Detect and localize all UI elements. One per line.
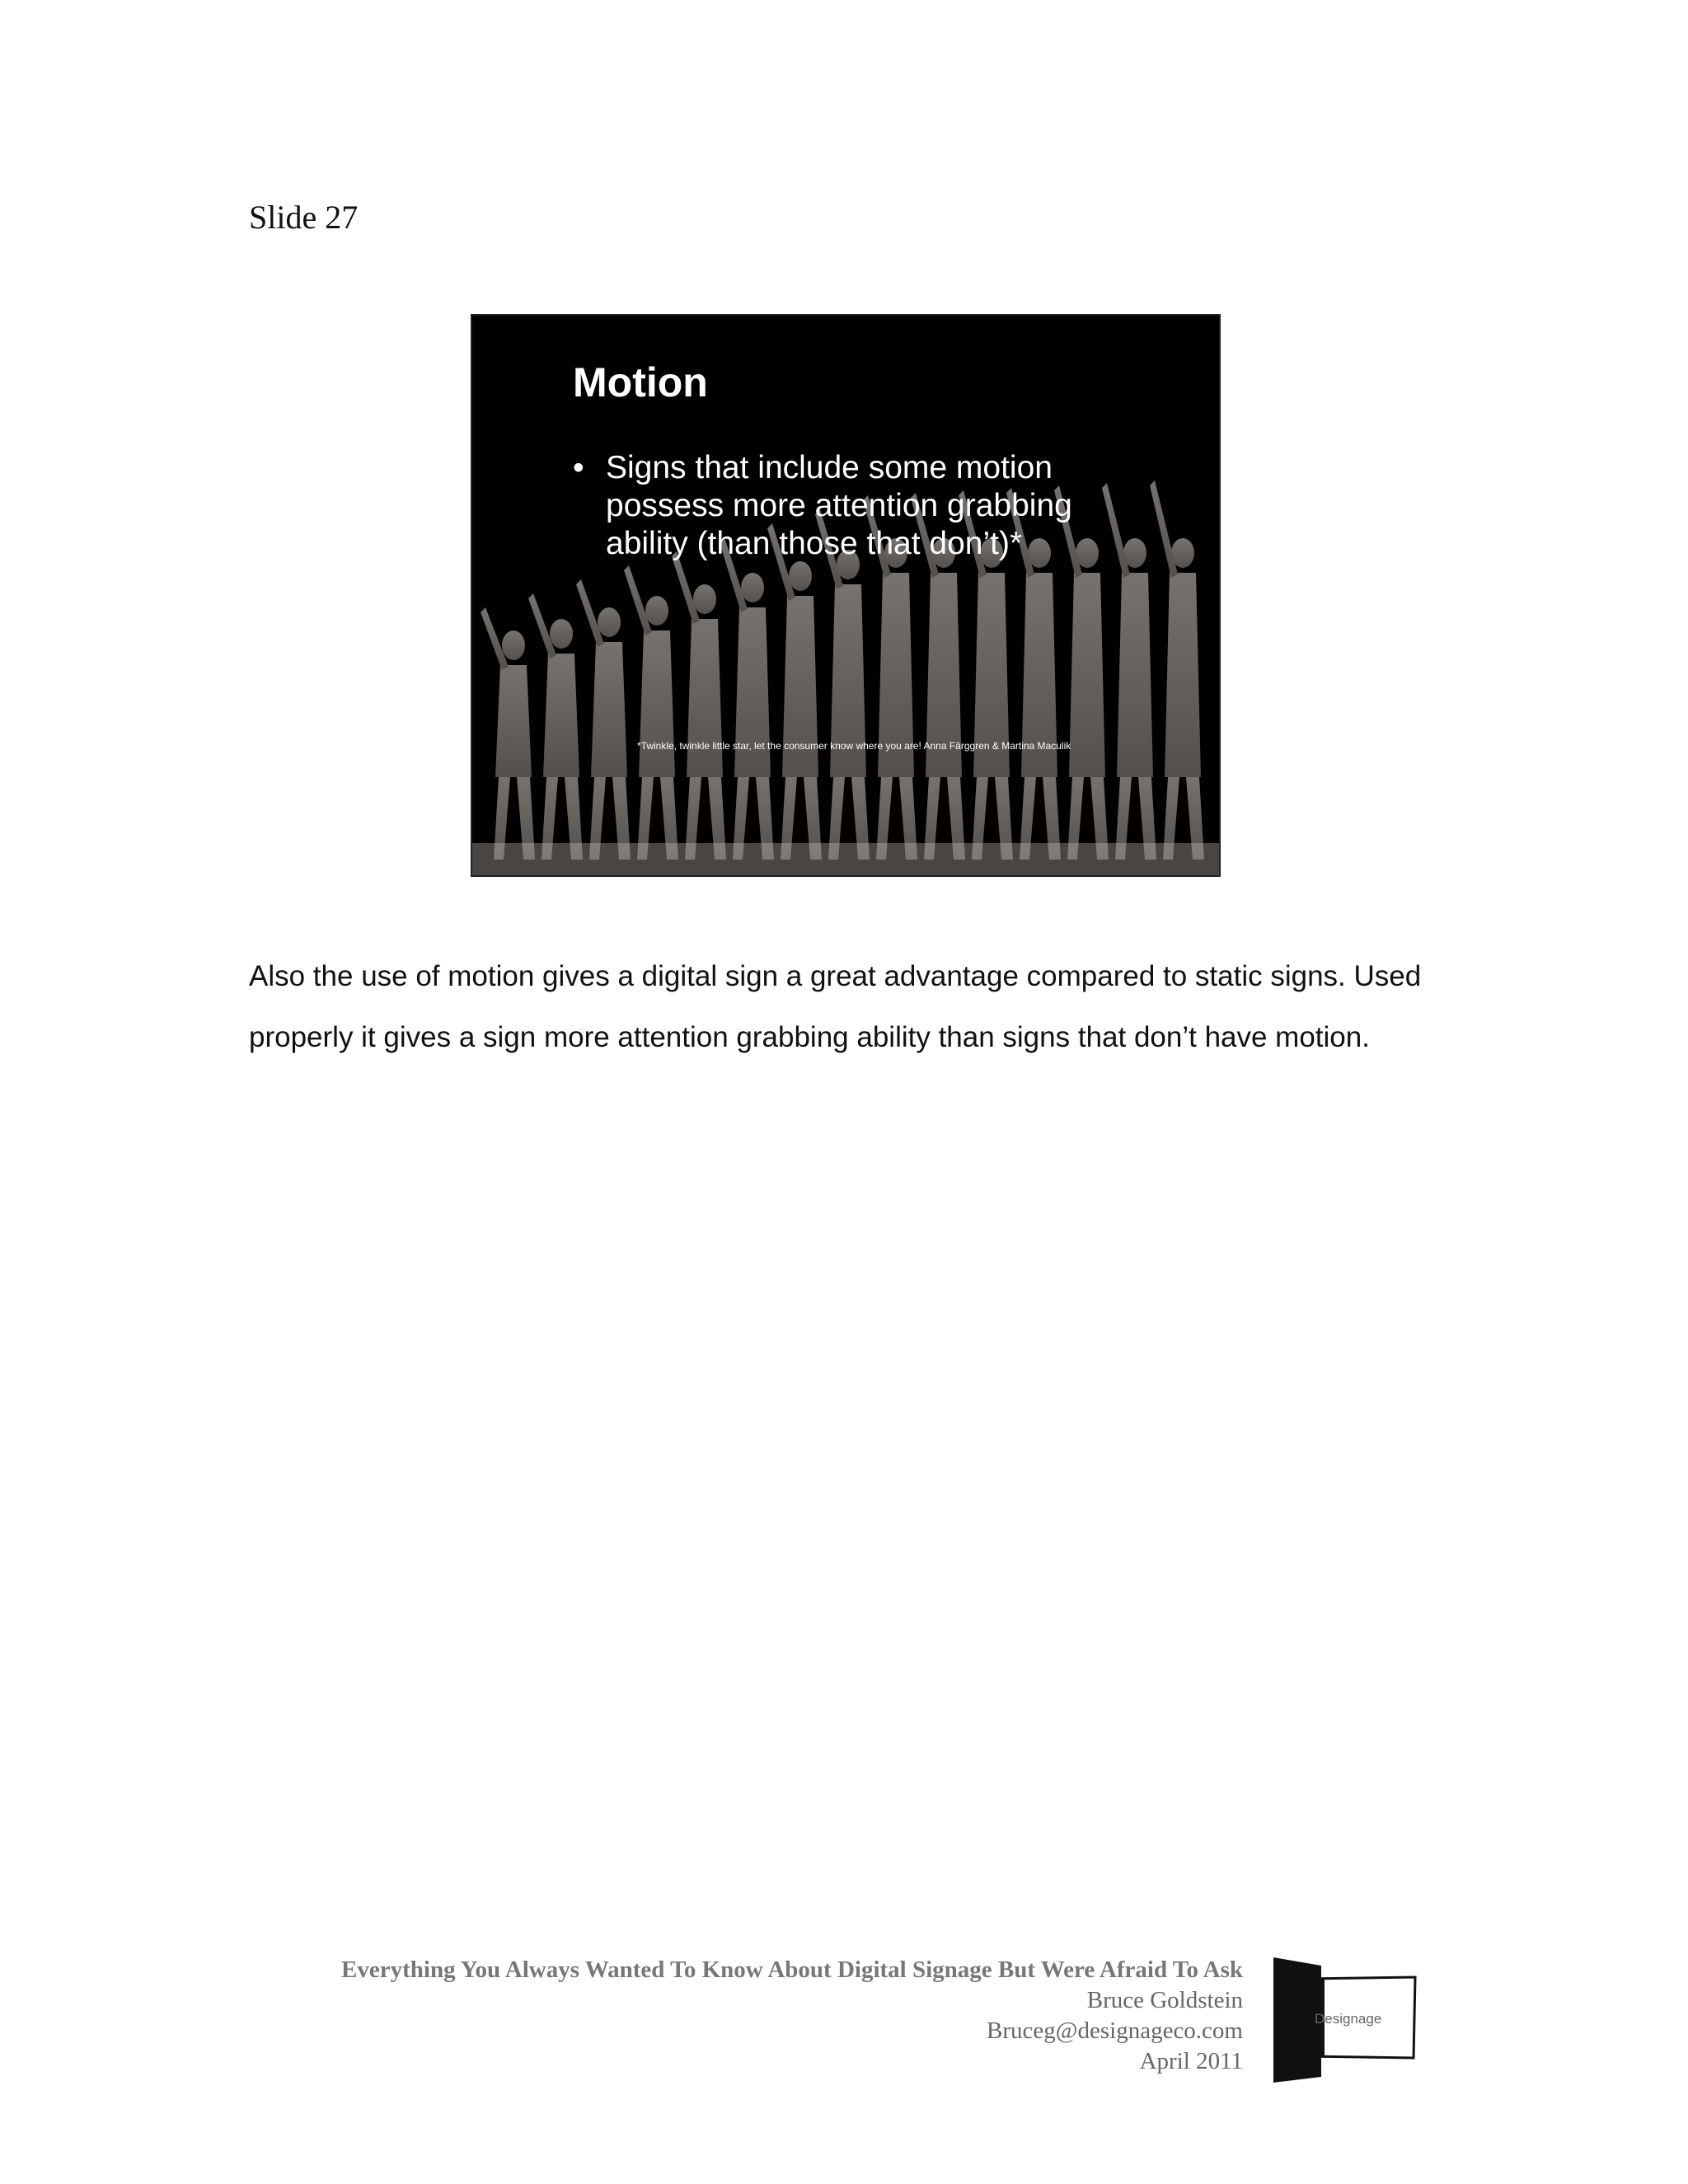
- logo-text: Designage: [1315, 2011, 1382, 2027]
- dancer-figure: [1150, 480, 1204, 860]
- slide-thumbnail: [471, 314, 1221, 877]
- dancer-figure: [576, 579, 631, 860]
- footer-title: Everything You Always Wanted To Know About Digital Signage But Were Afraid To Ask: [341, 1957, 1243, 1983]
- slide-number-label: Slide 27: [249, 199, 359, 236]
- dancer-figure: [672, 551, 726, 860]
- dancer-figure: [481, 607, 535, 860]
- dancer-figure: [528, 593, 583, 860]
- footer-email: Bruceg@designageco.com: [987, 2018, 1243, 2044]
- bullet-dot: •: [573, 450, 584, 485]
- slide-title: Motion: [573, 359, 708, 405]
- slide-bullet: [573, 449, 1133, 563]
- dancer-figure: [624, 565, 678, 860]
- footer-date: April 2011: [1139, 2048, 1243, 2074]
- footer-author: Bruce Goldstein: [1086, 1987, 1243, 2013]
- designage-logo: [1273, 1957, 1418, 2083]
- dancer-figure: [720, 537, 774, 860]
- footer: [272, 1955, 1243, 2077]
- slide-bullet-text: Signs that include some motion possess more attention grabbing ability (than those that don’t)*: [606, 450, 1072, 561]
- dancer-figure: [767, 523, 822, 860]
- body-paragraph: Also the use of motion gives a digital sign a great advantage compared to static signs. Used properly it gives a sign more attention grabbing ability than signs that don’t have motion.: [249, 960, 1422, 1053]
- slide-footnote: *Twinkle, twinkle little star, let the consumer know where you are! Anna Färggren & Martina Maculik: [637, 740, 1071, 752]
